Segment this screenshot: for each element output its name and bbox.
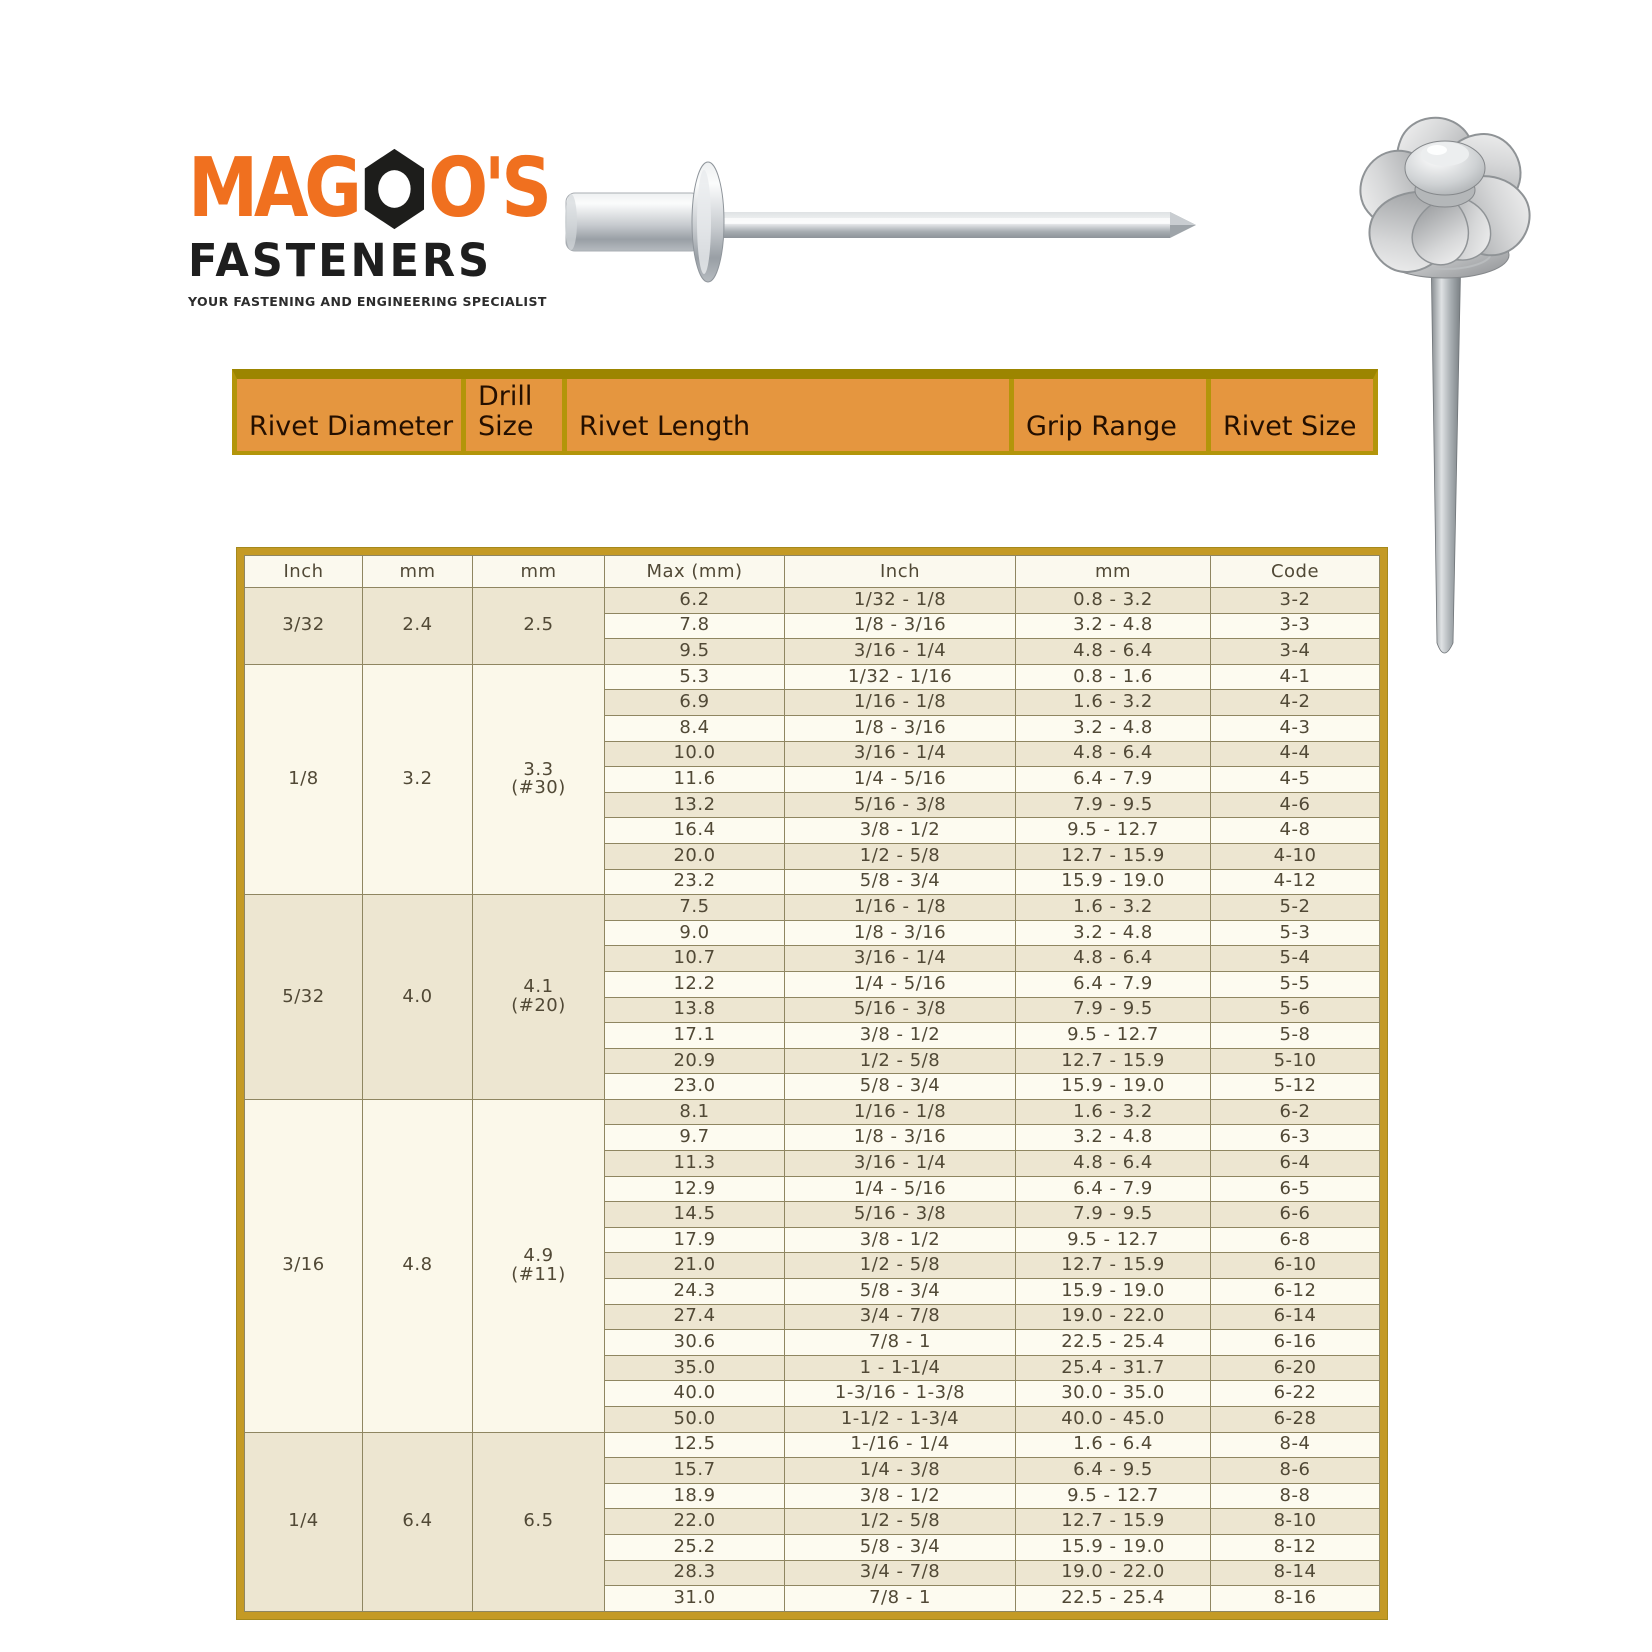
- drill-size-note: (#30): [511, 777, 566, 799]
- rivet-length-max-mm: 8.4: [605, 715, 785, 741]
- rivet-size-code: 5-12: [1211, 1074, 1380, 1100]
- grip-range-inch: 1-1/2 - 1-3/4: [785, 1407, 1016, 1433]
- grip-range-inch: 3/8 - 1/2: [785, 1023, 1016, 1049]
- rivet-length-max-mm: 23.2: [605, 869, 785, 895]
- header-cell-grip-range: Grip Range: [1014, 379, 1206, 451]
- rivet-size-code: 6-22: [1211, 1381, 1380, 1407]
- grip-range-mm: 1.6 - 3.2: [1016, 1099, 1211, 1125]
- grip-range-inch: 5/8 - 3/4: [785, 1534, 1016, 1560]
- grip-range-inch: 1/4 - 5/16: [785, 767, 1016, 793]
- brand-tagline: YOUR FASTENING AND ENGINEERING SPECIALIST: [188, 294, 547, 309]
- grip-range-inch: 7/8 - 1: [785, 1330, 1016, 1356]
- rivet-size-code: 5-10: [1211, 1048, 1380, 1074]
- grip-range-mm: 15.9 - 19.0: [1016, 1534, 1211, 1560]
- rivet-size-code: 5-8: [1211, 1023, 1380, 1049]
- grip-range-inch: 1/2 - 5/8: [785, 1509, 1016, 1535]
- spec-table-header-row: [245, 556, 1380, 588]
- rivet-diameter-inch: 1/8: [245, 664, 363, 894]
- grip-range-inch: 5/8 - 3/4: [785, 1279, 1016, 1305]
- grip-range-mm: 7.9 - 9.5: [1016, 792, 1211, 818]
- rivet-length-max-mm: 24.3: [605, 1279, 785, 1305]
- rivet-size-code: 6-6: [1211, 1202, 1380, 1228]
- grip-range-inch: 3/16 - 1/4: [785, 946, 1016, 972]
- rivet-length-max-mm: 15.7: [605, 1458, 785, 1484]
- grip-range-inch: 5/16 - 3/8: [785, 1202, 1016, 1228]
- drill-size-note: (#11): [511, 1263, 566, 1285]
- rivet-length-max-mm: 9.7: [605, 1125, 785, 1151]
- table-row: [245, 1099, 1380, 1125]
- rivet-length-max-mm: 11.6: [605, 767, 785, 793]
- grip-range-mm: 6.4 - 7.9: [1016, 1176, 1211, 1202]
- grip-range-inch: 3/8 - 1/2: [785, 1483, 1016, 1509]
- rivet-size-code: 4-10: [1211, 843, 1380, 869]
- grip-range-inch: 1-3/16 - 1-3/8: [785, 1381, 1016, 1407]
- rivet-size-code: 8-6: [1211, 1458, 1380, 1484]
- grip-range-inch: 5/16 - 3/8: [785, 792, 1016, 818]
- rivet-length-max-mm: 5.3: [605, 664, 785, 690]
- rivet-size-code: 4-1: [1211, 664, 1380, 690]
- rivet-length-max-mm: 9.0: [605, 920, 785, 946]
- drill-size-mm: 4.9 (#11): [473, 1099, 605, 1432]
- grip-range-mm: 6.4 - 9.5: [1016, 1458, 1211, 1484]
- grip-range-mm: 15.9 - 19.0: [1016, 869, 1211, 895]
- grip-range-inch: 7/8 - 1: [785, 1586, 1016, 1612]
- spec-col-5-mm: mm: [1016, 556, 1211, 588]
- grip-range-mm: 7.9 - 9.5: [1016, 997, 1211, 1023]
- header-cell-rivet-length: Rivet Length: [567, 379, 1009, 451]
- rivet-length-max-mm: 27.4: [605, 1304, 785, 1330]
- rivet-length-max-mm: 50.0: [605, 1407, 785, 1433]
- rivet-length-max-mm: 40.0: [605, 1381, 785, 1407]
- logo: [188, 141, 548, 309]
- grip-range-inch: 1/8 - 3/16: [785, 715, 1016, 741]
- grip-range-inch: 1/16 - 1/8: [785, 895, 1016, 921]
- grip-range-mm: 4.8 - 6.4: [1016, 639, 1211, 665]
- grip-range-mm: 6.4 - 7.9: [1016, 767, 1211, 793]
- rivet-length-max-mm: 8.1: [605, 1099, 785, 1125]
- grip-range-inch: 5/8 - 3/4: [785, 1074, 1016, 1100]
- grip-range-inch: 1/32 - 1/8: [785, 588, 1016, 614]
- grip-range-inch: 1/16 - 1/8: [785, 690, 1016, 716]
- grip-range-mm: 30.0 - 35.0: [1016, 1381, 1211, 1407]
- rivet-size-code: 6-2: [1211, 1099, 1380, 1125]
- drill-size-mm: 2.5: [473, 588, 605, 665]
- rivet-length-max-mm: 9.5: [605, 639, 785, 665]
- rivet-length-max-mm: 12.9: [605, 1176, 785, 1202]
- rivet-length-max-mm: 16.4: [605, 818, 785, 844]
- spec-table: [244, 555, 1380, 1612]
- rivet-diameter-inch: 3/16: [245, 1099, 363, 1432]
- spec-col-6-code: Code: [1211, 556, 1380, 588]
- table-row: [245, 1432, 1380, 1458]
- header-cell-drill-size: Drill Size: [466, 379, 562, 451]
- grip-range-inch: 3/16 - 1/4: [785, 639, 1016, 665]
- rivet-size-code: 5-6: [1211, 997, 1380, 1023]
- rivet-size-code: 8-4: [1211, 1432, 1380, 1458]
- grip-range-mm: 3.2 - 4.8: [1016, 920, 1211, 946]
- grip-range-mm: 25.4 - 31.7: [1016, 1355, 1211, 1381]
- rivet-size-code: 3-3: [1211, 613, 1380, 639]
- table-row: [245, 588, 1380, 614]
- rivet-size-code: 3-4: [1211, 639, 1380, 665]
- grip-range-inch: 1-/16 - 1/4: [785, 1432, 1016, 1458]
- grip-range-inch: 1/8 - 3/16: [785, 1125, 1016, 1151]
- grip-range-inch: 3/8 - 1/2: [785, 818, 1016, 844]
- grip-range-inch: 1/2 - 5/8: [785, 1048, 1016, 1074]
- grip-range-inch: 1/4 - 3/8: [785, 1458, 1016, 1484]
- grip-range-mm: 7.9 - 9.5: [1016, 1202, 1211, 1228]
- grip-range-inch: 3/16 - 1/4: [785, 741, 1016, 767]
- spec-col-0-inch: Inch: [245, 556, 363, 588]
- grip-range-inch: 3/8 - 1/2: [785, 1227, 1016, 1253]
- rivet-length-max-mm: 10.0: [605, 741, 785, 767]
- grip-range-inch: 1/4 - 5/16: [785, 1176, 1016, 1202]
- grip-range-inch: 5/16 - 3/8: [785, 997, 1016, 1023]
- rivet-size-code: 4-2: [1211, 690, 1380, 716]
- grip-range-mm: 22.5 - 25.4: [1016, 1586, 1211, 1612]
- rivet-diameter-mm: 3.2: [363, 664, 473, 894]
- rivet-size-code: 6-28: [1211, 1407, 1380, 1433]
- rivet-size-code: 6-14: [1211, 1304, 1380, 1330]
- grip-range-mm: 3.2 - 4.8: [1016, 613, 1211, 639]
- rivet-length-max-mm: 13.2: [605, 792, 785, 818]
- rivet-length-max-mm: 22.0: [605, 1509, 785, 1535]
- rivet-length-max-mm: 7.8: [605, 613, 785, 639]
- rivet-diameter-mm: 2.4: [363, 588, 473, 665]
- rivet-size-code: 3-2: [1211, 588, 1380, 614]
- rivet-size-code: 8-10: [1211, 1509, 1380, 1535]
- rivet-diameter-inch: 1/4: [245, 1432, 363, 1611]
- grip-range-mm: 12.7 - 15.9: [1016, 1048, 1211, 1074]
- rivet-size-code: 8-14: [1211, 1560, 1380, 1586]
- grip-range-inch: 5/8 - 3/4: [785, 869, 1016, 895]
- rivet-size-code: 5-2: [1211, 895, 1380, 921]
- spec-header-bar: [232, 369, 1378, 455]
- rivet-length-max-mm: 7.5: [605, 895, 785, 921]
- grip-range-mm: 15.9 - 19.0: [1016, 1074, 1211, 1100]
- rivet-length-max-mm: 21.0: [605, 1253, 785, 1279]
- rivet-diameter-mm: 4.0: [363, 895, 473, 1100]
- drill-size-note: (#20): [511, 995, 566, 1016]
- rivet-length-max-mm: 35.0: [605, 1355, 785, 1381]
- rivet-size-code: 8-12: [1211, 1534, 1380, 1560]
- grip-range-mm: 19.0 - 22.0: [1016, 1560, 1211, 1586]
- grip-range-mm: 4.8 - 6.4: [1016, 741, 1211, 767]
- rivet-length-max-mm: 20.0: [605, 843, 785, 869]
- grip-range-mm: 12.7 - 15.9: [1016, 843, 1211, 869]
- grip-range-inch: 1/2 - 5/8: [785, 843, 1016, 869]
- spec-col-3-max-mm: Max (mm): [605, 556, 785, 588]
- grip-range-mm: 1.6 - 3.2: [1016, 895, 1211, 921]
- grip-range-inch: 1/2 - 5/8: [785, 1253, 1016, 1279]
- brand-wordmark: [188, 141, 548, 237]
- grip-range-inch: 3/4 - 7/8: [785, 1560, 1016, 1586]
- rivet-spec-table: [237, 548, 1387, 1619]
- rivet-size-code: 8-8: [1211, 1483, 1380, 1509]
- rivet-length-max-mm: 23.0: [605, 1074, 785, 1100]
- grip-range-inch: 3/16 - 1/4: [785, 1151, 1016, 1177]
- grip-range-inch: 3/4 - 7/8: [785, 1304, 1016, 1330]
- rivet-size-code: 6-8: [1211, 1227, 1380, 1253]
- grip-range-mm: 1.6 - 6.4: [1016, 1432, 1211, 1458]
- pop-rivet-side-image: [556, 140, 1204, 290]
- grip-range-mm: 15.9 - 19.0: [1016, 1279, 1211, 1305]
- table-row: [245, 895, 1380, 921]
- rivet-length-max-mm: 12.2: [605, 971, 785, 997]
- header-cell-rivet-diameter: Rivet Diameter: [237, 379, 461, 451]
- rivet-size-code: 6-3: [1211, 1125, 1380, 1151]
- grip-range-mm: 12.7 - 15.9: [1016, 1509, 1211, 1535]
- rivet-length-max-mm: 31.0: [605, 1586, 785, 1612]
- grip-range-mm: 12.7 - 15.9: [1016, 1253, 1211, 1279]
- grip-range-mm: 19.0 - 22.0: [1016, 1304, 1211, 1330]
- grip-range-inch: 1/32 - 1/16: [785, 664, 1016, 690]
- rivet-size-code: 5-3: [1211, 920, 1380, 946]
- brand-text-prefix: MAG: [188, 141, 358, 237]
- rivet-length-max-mm: 20.9: [605, 1048, 785, 1074]
- drill-size-mm: 4.1 (#20): [473, 895, 605, 1100]
- rivet-size-code: 8-16: [1211, 1586, 1380, 1612]
- rivet-length-max-mm: 28.3: [605, 1560, 785, 1586]
- rivet-length-max-mm: 30.6: [605, 1330, 785, 1356]
- drill-size-mm: 3.3 (#30): [473, 664, 605, 894]
- rivet-size-code: 6-10: [1211, 1253, 1380, 1279]
- spec-col-1-mm: mm: [363, 556, 473, 588]
- grip-range-mm: 4.8 - 6.4: [1016, 946, 1211, 972]
- grip-range-mm: 3.2 - 4.8: [1016, 715, 1211, 741]
- rivet-size-code: 6-20: [1211, 1355, 1380, 1381]
- rivet-size-code: 4-8: [1211, 818, 1380, 844]
- brand-text-suffix: O'S: [428, 141, 548, 237]
- rivet-length-max-mm: 12.5: [605, 1432, 785, 1458]
- grip-range-mm: 9.5 - 12.7: [1016, 1023, 1211, 1049]
- grip-range-inch: 1/8 - 3/16: [785, 920, 1016, 946]
- rivet-length-max-mm: 13.8: [605, 997, 785, 1023]
- grip-range-mm: 6.4 - 7.9: [1016, 971, 1211, 997]
- grip-range-inch: 1/8 - 3/16: [785, 613, 1016, 639]
- grip-range-mm: 4.8 - 6.4: [1016, 1151, 1211, 1177]
- rivet-length-max-mm: 14.5: [605, 1202, 785, 1228]
- rivet-length-max-mm: 18.9: [605, 1483, 785, 1509]
- rivet-length-max-mm: 25.2: [605, 1534, 785, 1560]
- grip-range-inch: 1/16 - 1/8: [785, 1099, 1016, 1125]
- spec-col-2-mm: mm: [473, 556, 605, 588]
- rivet-length-max-mm: 6.2: [605, 588, 785, 614]
- rivet-size-code: 5-4: [1211, 946, 1380, 972]
- hex-nut-icon: [358, 148, 432, 230]
- rivet-size-code: 6-16: [1211, 1330, 1380, 1356]
- rivet-size-code: 6-4: [1211, 1151, 1380, 1177]
- grip-range-inch: 1 - 1-1/4: [785, 1355, 1016, 1381]
- rivet-diameter-inch: 5/32: [245, 895, 363, 1100]
- rivet-length-max-mm: 17.1: [605, 1023, 785, 1049]
- grip-range-mm: 3.2 - 4.8: [1016, 1125, 1211, 1151]
- rivet-size-code: 4-4: [1211, 741, 1380, 767]
- rivet-length-max-mm: 17.9: [605, 1227, 785, 1253]
- drill-size-mm: 6.5: [473, 1432, 605, 1611]
- grip-range-mm: 0.8 - 3.2: [1016, 588, 1211, 614]
- rivet-size-code: 4-5: [1211, 767, 1380, 793]
- rivet-size-code: 6-12: [1211, 1279, 1380, 1305]
- rivet-size-code: 6-5: [1211, 1176, 1380, 1202]
- rivet-length-max-mm: 11.3: [605, 1151, 785, 1177]
- table-row: [245, 664, 1380, 690]
- rivet-size-code: 4-3: [1211, 715, 1380, 741]
- rivet-length-max-mm: 6.9: [605, 690, 785, 716]
- header-cell-rivet-size: Rivet Size: [1211, 379, 1373, 451]
- rivet-diameter-mm: 4.8: [363, 1099, 473, 1432]
- spec-col-4-inch: Inch: [785, 556, 1016, 588]
- brand-fasteners-text: FASTENERS: [188, 234, 493, 287]
- grip-range-mm: 0.8 - 1.6: [1016, 664, 1211, 690]
- grip-range-mm: 40.0 - 45.0: [1016, 1407, 1211, 1433]
- grip-range-mm: 22.5 - 25.4: [1016, 1330, 1211, 1356]
- rivet-length-max-mm: 10.7: [605, 946, 785, 972]
- grip-range-mm: 1.6 - 3.2: [1016, 690, 1211, 716]
- rivet-size-code: 5-5: [1211, 971, 1380, 997]
- rivet-diameter-inch: 3/32: [245, 588, 363, 665]
- grip-range-inch: 1/4 - 5/16: [785, 971, 1016, 997]
- rivet-diameter-mm: 6.4: [363, 1432, 473, 1611]
- rivet-size-code: 4-6: [1211, 792, 1380, 818]
- grip-range-mm: 9.5 - 12.7: [1016, 818, 1211, 844]
- grip-range-mm: 9.5 - 12.7: [1016, 1483, 1211, 1509]
- grip-range-mm: 9.5 - 12.7: [1016, 1227, 1211, 1253]
- rivet-size-code: 4-12: [1211, 869, 1380, 895]
